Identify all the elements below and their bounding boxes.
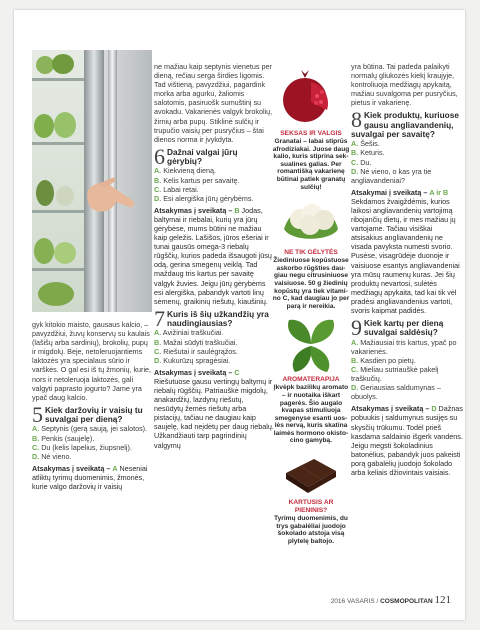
question-number: 9	[351, 315, 362, 341]
option-d: D. Nė vieno, o kas yra tie angliavandeniai?	[351, 166, 432, 185]
cauliflower-image	[280, 195, 342, 247]
option-b: B. Kasdien po pietų.	[351, 355, 416, 365]
caption: Įkvėpk bazilikų aromato – ir nuotaika iškart pagerės. Šio augalo kvapas stimuliuoja smegenyse esanti uoslės nervą, kuris skatina laimės hormono okistocino gamybą.	[273, 384, 349, 445]
caption-title: KARTUSIS AR PIENINIS?	[288, 499, 334, 515]
option-c: C. Labai retai.	[154, 184, 199, 194]
option-d: D. Kukurūzų spragėsiai.	[154, 355, 231, 365]
option-a: A. Šešis.	[351, 139, 380, 149]
answer-7: Atsakymas į sveikatą – C Riešutuose gausu vertingų baltymų ir riebalų rūgščių. Patriauškė migdolų, anakardžių, lazdynų riešutų, nesūdytų žemės riešutų arba pistacijų, tačiau ne daugiau kaip saujelę, kad neįdėtų per daug riebalų. Užkandžiauti tarp pagrindinių valgymų	[154, 367, 274, 450]
hand-image	[86, 170, 138, 218]
option-a: A. Kiekvieną dieną.	[154, 166, 216, 176]
basil-image	[279, 314, 343, 374]
page-number: 121	[434, 594, 451, 606]
option-c: C. Riešutai ir saulėgrąžos.	[154, 346, 238, 356]
page-footer	[331, 594, 451, 606]
column-d	[351, 62, 463, 477]
option-b: B. Mažai sūdyti traškučiai.	[154, 337, 238, 347]
caption-title: NE TIK GĖLYTĖS	[284, 249, 338, 257]
option-b: B. Kelis kartus per savaitę.	[154, 175, 240, 185]
magazine-brand: COSMOPOLITAN	[380, 598, 433, 605]
question-5	[32, 401, 152, 427]
question-number: 7	[154, 305, 165, 331]
magazine-page	[14, 10, 465, 620]
question-text: Kuris iš šių užkandžių yra naudingiausias?	[167, 308, 269, 329]
option-a: A. Septynis (gerą saują, jei salotos).	[32, 424, 148, 434]
caption-title: SEKSAS IR VALGIS	[280, 130, 342, 137]
question-8	[351, 107, 463, 140]
option-c: C. Mieliau sutriauškė pakelį traškučių.	[351, 365, 439, 384]
question-text: Kiek kartų per dieną suvalgai saldėsių?	[364, 318, 444, 338]
paragraph: gyk kitokio maisto, gausaus kalcio, – pavyzdžiui, žuvų konservų su kaulais (lašišų arba sardinių), brokolių, pupų ir migdolų. Beje, netoleruojantiems laktozės yra specialaus sūrio ir varškės. O gal esi iš tų žmonių, kurie, nors ir netoleruoja laktozės, gali valgyti paprasto jogurto? Jame yra ypač daug kalcio.	[32, 320, 152, 402]
question-9	[351, 315, 463, 341]
column-b	[154, 62, 274, 450]
question-number: 8	[351, 107, 362, 133]
paragraph: yra būtina. Tai padeda palaikyti normalų gliukozės kiekį kraujyje, kontroliuoja medžiagų apykaitą, mažiau suvalgoma per pusryčius, pietus ir vakarienę.	[351, 62, 458, 108]
option-d: D. Esi alergiška jūrų gėrybėms.	[154, 193, 254, 203]
caption: Žiediniuose kopūstuose askorbo rūgšties daugiau negu citrusiniuose vaisiuose. 50 g žiedinių kopūstų yra tiek vitamino C, kad daugiau jo per parą ir nereikia.	[272, 257, 350, 310]
question-text: Dažnai valgai jūrų gėrybių?	[167, 146, 238, 167]
column-a	[32, 320, 152, 491]
answer-9: Atsakymas į sveikatą – D Dažnas pobuukis į saldumynus susijęs su skysčių trūkumu. Todėl prieš kasdama saldainio išgerk vandens. Jeigu megsti šokoladinius batonėlius, pabandyk juos pakeisti porą gabalėlių juodojo šokolado arba keliais džiovintais vaisiais.	[351, 404, 463, 478]
option-a: A. Avižiniai traškučiai.	[154, 328, 224, 338]
option-c: C. Du (kelis lapelius, žiupsnelį).	[32, 442, 132, 452]
fridge-photo	[32, 50, 152, 312]
pomegranate-image	[281, 62, 341, 128]
option-b: B. Penkis (saujelę).	[32, 433, 95, 443]
question-7	[154, 305, 274, 331]
column-c	[272, 62, 350, 549]
question-text: Kiek daržovių ir vaisių tu suvalgai per dieną?	[45, 404, 143, 425]
option-d: D. Nė vieno.	[32, 451, 72, 461]
question-text: Kiek produktų, kuriuose gausu angliavandenių, suvalgai per savaitę?	[351, 110, 459, 140]
question-number: 6	[154, 143, 165, 169]
option-d: D. Geriausias saldumynas – obuolys.	[351, 383, 441, 402]
option-c: C. Du.	[351, 157, 372, 167]
answer-5: Atsakymas į sveikatą – A Neseniai atliktų tyrimų duomenimis, žmonės, kurie valgo daržovių ir vaisių	[32, 463, 148, 491]
issue-date: 2016 VASARIS /	[330, 598, 379, 605]
caption-title: AROMATERAPIJA	[282, 376, 340, 384]
answer-6: Atsakymas į sveikatą – B Jodas, baltymai ir riebalai, kurių yra jūrų gėrybėse, mums būtini ne mažiau kaip geležis. Lašišos, jūros ešeriai ir tunai gausūs omega-3 riebalų rūgščių, kurios padeda išsaugoti jūsų odą, gerina smegenų veiklą. Tad maždaug tris kartus per savaitę valgyk žuvies. Jeigu jūrų gėrybėms esi alergiška, pabandyk vartoti linų sėmenų, graikinių riešutų, kiaušinių.	[154, 205, 272, 306]
option-b: B. Keturis.	[351, 148, 385, 158]
caption: Granatai – labai stiprūs afrodiziakai. Juose daug kalio, kuris stiprina seksualines galias. Per romantišką vakarienę būtinai patiek granatų sulčių!	[272, 138, 350, 191]
paragraph: ne mažiau kaip septynis vienetus per dieną, rečiau serga širdies ligomis. Tad vištieną, pavyzdžiui, pagardink morka arba agurku, žaliomis salotomis, pasiruošk sumuštinį su avokadu. Vakarienės valgyk brokolių, žirnių arba pupų. Stiklinė sulčių ir trupučio vaisių per pusryčius – štai dienos norma ir įvykdyta.	[154, 62, 273, 144]
chocolate-image	[280, 449, 342, 497]
question-number: 5	[32, 401, 43, 427]
option-a: A. Mažiausiai tris kartus, ypač po vakarienės.	[351, 337, 457, 356]
question-6	[154, 143, 274, 169]
caption: Tyrimų duomenimis, du trys gabalėliai juodojo šokolado atstoja visą plytelę baltojo.	[274, 515, 348, 545]
answer-8: Atsakymai į sveikatą – A ir B Sekdamos žvaigždėmis, kurios laikosi angliavandenių vartojimą ribojančių dietų, ir mes mažiau jų vartojame. Tačiau visiškai atsisakius angliavandenių ne visada pavyksta numesti svorio. Pusėse, visagrūdėje duonoje ir vaisiuose esantys angliavandeniai yra mūsų raumenų kuras. Jei šių produktų nevartosi, sulėtės medžiagų apykaita, tad kai tik vėl pradėsi angliavandenius vartoti, svoris kaipmat padidės.	[351, 187, 460, 316]
